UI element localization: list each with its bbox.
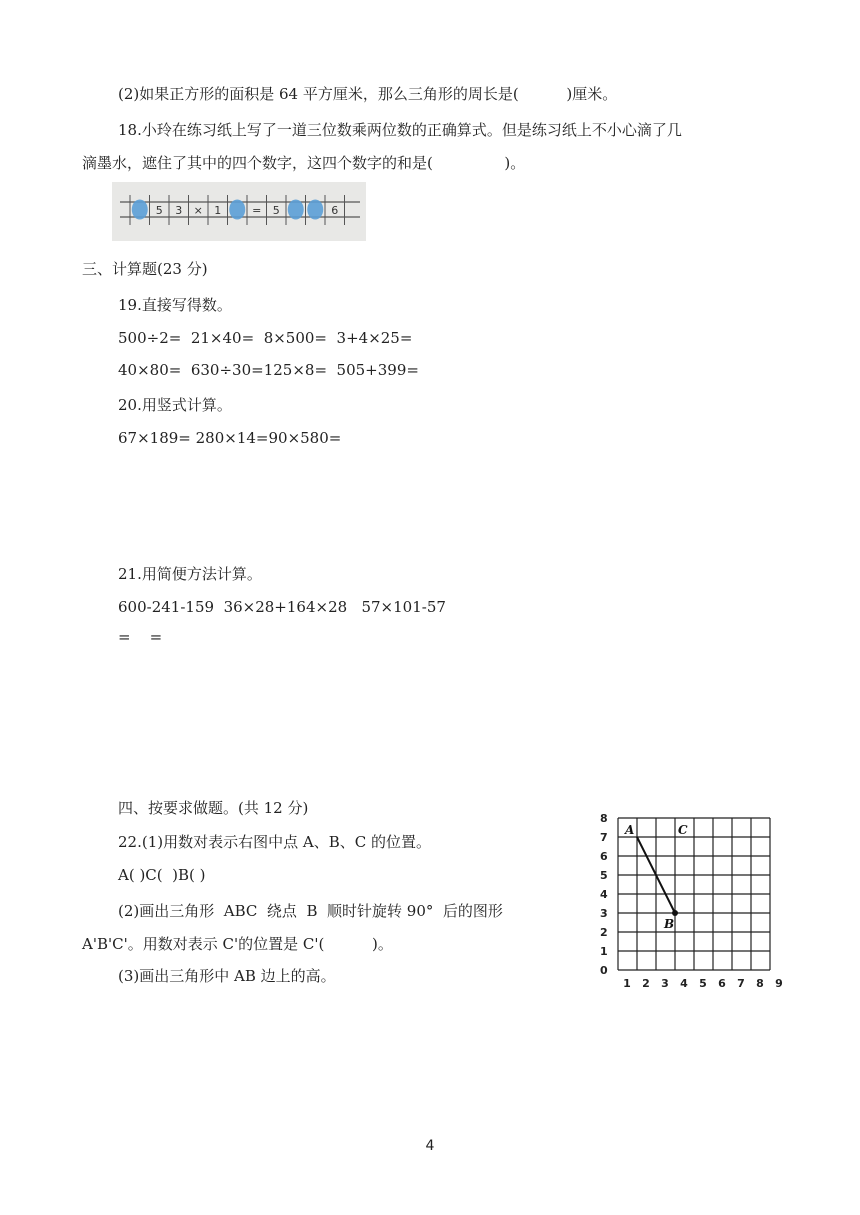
equation-strip-image [112, 182, 366, 241]
question-22-part-1: 22.(1)用数对表示右图中点 A、B、C 的位置。 [118, 833, 431, 851]
strip-symbol: 3 [175, 204, 183, 217]
question-21-equals: = = [118, 628, 163, 646]
point-label: B [664, 917, 675, 931]
question-22-part-3: (3)画出三角形中 AB 边上的高。 [118, 967, 336, 985]
question-21-problems: 600-241-159 36×28+164×28 57×101-57 [118, 598, 446, 616]
x-axis-label: 8 [756, 977, 764, 990]
point-b-dot [672, 910, 678, 916]
question-18-line-1: 18.小玲在练习纸上写了一道三位数乘两位数的正确算式。但是练习纸上不小心滴了几 [118, 121, 682, 139]
y-axis-label: 5 [600, 869, 608, 882]
ink-blot [307, 200, 323, 220]
x-axis-label: 2 [642, 977, 650, 990]
strip-symbol: = [252, 204, 262, 217]
y-axis-label: 8 [600, 812, 608, 825]
coordinate-grid-figure [588, 802, 788, 992]
x-axis-label: 6 [718, 977, 726, 990]
x-axis-label: 7 [737, 977, 745, 990]
question-22-part-2-line-2: A'B'C'。用数对表示 C'的位置是 C'( )。 [82, 935, 393, 953]
x-axis-label: 1 [623, 977, 631, 990]
strip-symbol: 1 [214, 204, 222, 217]
strip-symbol: 5 [155, 204, 163, 217]
question-18-line-2: 滴墨水，遮住了其中的四个数字，这四个数字的和是( )。 [82, 154, 526, 172]
y-axis-label: 2 [600, 926, 608, 939]
strip-symbol: × [193, 204, 203, 217]
y-axis-label: 6 [600, 850, 608, 863]
point-label: A [625, 823, 635, 837]
question-22-answer-blanks: A( )C( )B( ) [118, 866, 206, 884]
y-axis-label: 0 [600, 964, 608, 977]
x-axis-label: 9 [775, 977, 783, 990]
question-19-title: 19.直接写得数。 [118, 296, 232, 314]
point-label: C [678, 823, 688, 837]
x-axis-label: 4 [680, 977, 688, 990]
question-21-title: 21.用简便方法计算。 [118, 565, 262, 583]
equation-strip-graphic [112, 182, 366, 241]
section-3-heading: 三、计算题(23 分) [82, 260, 208, 278]
y-axis-label: 4 [600, 888, 608, 901]
section-4-heading: 四、按要求做题。(共 12 分) [118, 799, 309, 817]
question-20-title: 20.用竖式计算。 [118, 396, 232, 414]
ink-blot [132, 200, 148, 220]
question-19-row-1: 500÷2= 21×40= 8×500= 3+4×25= [118, 329, 413, 347]
y-axis-label: 7 [600, 831, 608, 844]
y-axis-label: 1 [600, 945, 608, 958]
coordinate-grid-graphic [588, 802, 788, 992]
question-22-part-2-line-1: (2)画出三角形 ABC 绕点 B 顺时针旋转 90° 后的图形 [118, 902, 503, 920]
ink-blot [229, 200, 245, 220]
ink-blot [288, 200, 304, 220]
page-number: 4 [425, 1138, 435, 1154]
x-axis-label: 5 [699, 977, 707, 990]
strip-symbol: 6 [331, 204, 339, 217]
question-20-problems: 67×189= 280×14=90×580= [118, 429, 342, 447]
y-axis-label: 3 [600, 907, 608, 920]
x-axis-label: 3 [661, 977, 669, 990]
question-19-row-2: 40×80= 630÷30=125×8= 505+399= [118, 361, 419, 379]
question-17-part-2: (2)如果正方形的面积是 64 平方厘米，那么三角形的周长是( )厘米。 [118, 85, 618, 103]
strip-symbol: 5 [272, 204, 280, 217]
